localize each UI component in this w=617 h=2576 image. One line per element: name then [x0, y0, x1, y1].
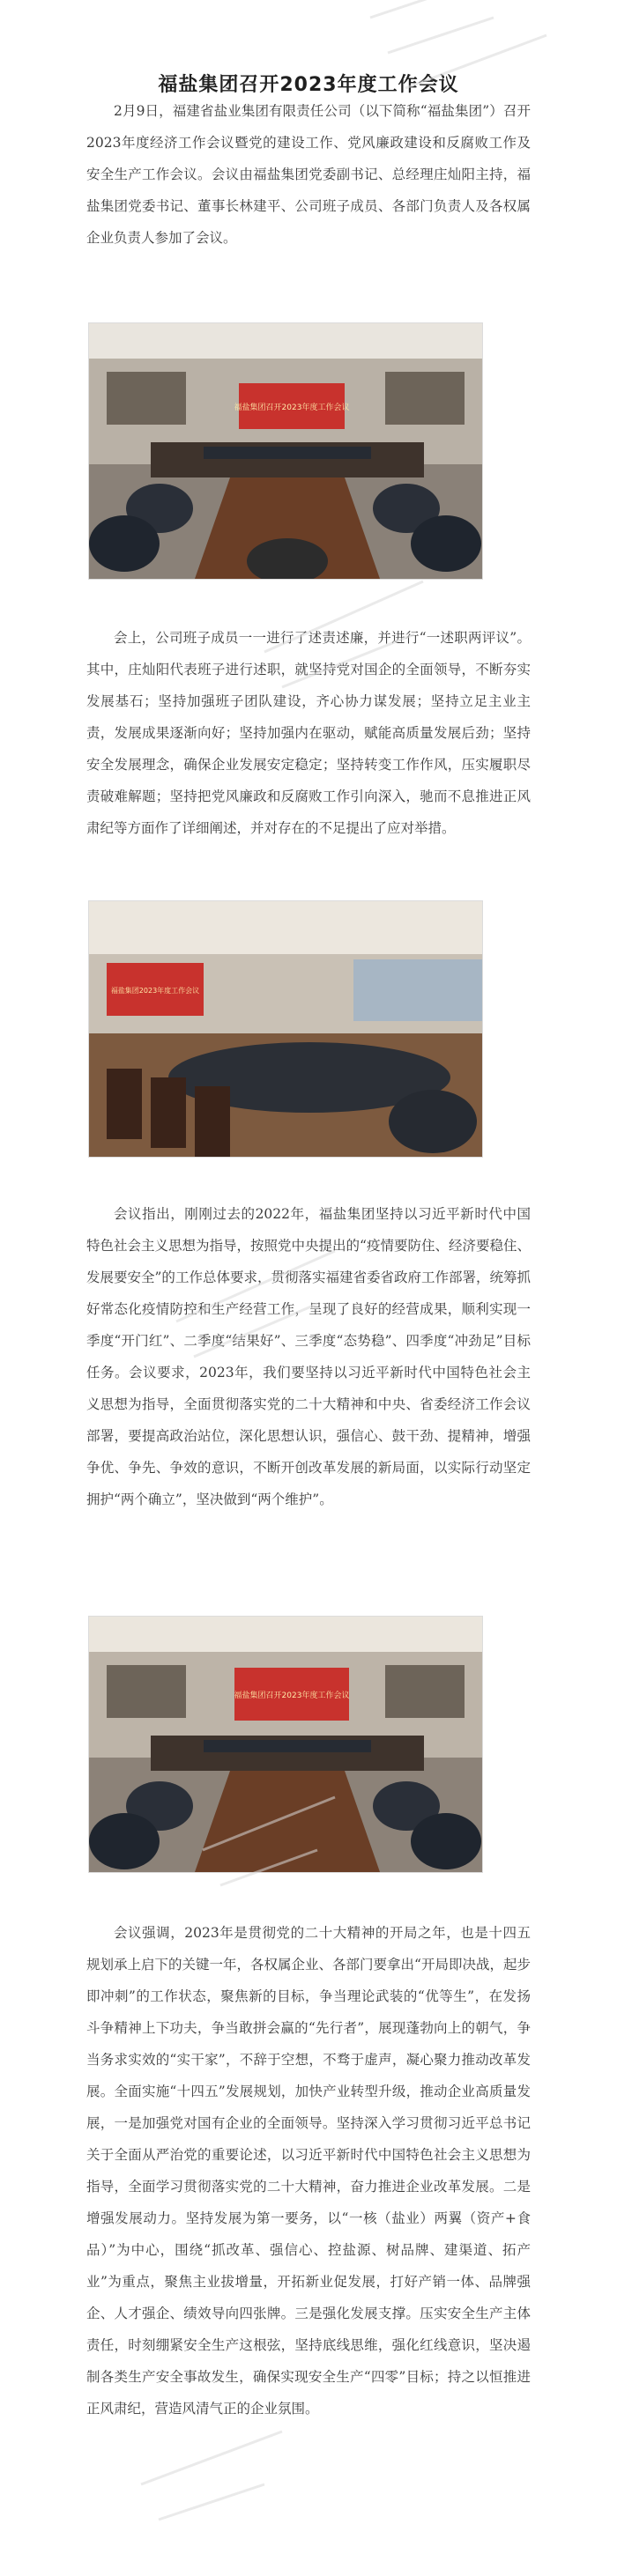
meeting-banner-3: 福盐集团召开2023年度工作会议	[234, 1691, 350, 1700]
article-title: 福盐集团召开2023年度工作会议	[158, 73, 459, 96]
meeting-photo-3	[88, 1616, 483, 1873]
meeting-photo-2	[88, 900, 483, 1158]
paragraph-1: 2月9日，福建省盐业集团有限责任公司（以下简称“福盐集团”）召开2023年度经济工作会议暨党的建设工作、党风廉政建设和反腐败工作及安全生产工作会议。会议由福盐集团党委副书记、总经理庄灿阳主持，福盐集团党委书记、董事长林建平、公司班子成员、各部门负责人及各权属企业负责人参加了会议。	[86, 103, 531, 246]
paragraph-4: 会议强调，2023年是贯彻党的二十大精神的开局之年，也是十四五规划承上启下的关键一年，各权属企业、各部门要拿出“开局即决战，起步即冲刺”的工作状态，聚焦新的目标，争当理论武装的“优等生”，在发扬斗争精神上下功夫，争当敢拼会赢的“先行者”，展现蓬勃向上的朝气，争当务求实效的“实干家”，不辞于空想，不骛于虚声，凝心聚力推动改革发展。全面实施“十四五”发展规划，加快产业转型升级，推动企业高质量发展，一是加强党对国有企业的全面领导。坚持深入学习贯彻习近平总书记关于全面从严治党的重要论述，以习近平新时代中国特色社会主义思想为指导，全面学习贯彻落实党的二十大精神，奋力推进企业改革发展。二是增强发展动力。坚持发展为第一要务，以“一核（盐业）两翼（资产+食品）”为中心，围绕“抓改革、强信心、控盐源、树品牌、建渠道、拓产业”为重点，聚焦主业拔增量，开拓新业促发展，打好产销一体、品牌强企、人才强企、绩效导向四张牌。三是强化发展支撑。压实安全生产主体责任，时刻绷紧安全生产这根弦，坚持底线思维，强化红线意识，坚决遏制各类生产安全事故发生，确保实现安全生产“四零”目标；持之以恒推进正风肃纪，营造风清气正的企业氛围。	[86, 1925, 531, 2417]
meeting-banner-2: 福盐集团2023年度工作会议	[110, 987, 200, 995]
paragraph-2: 会上，公司班子成员一一进行了述责述廉，并进行“一述职两评议”。其中，庄灿阳代表班子进行述职，就坚持党对国企的全面领导，不断夯实发展基石；坚持加强班子团队建设，齐心协力谋发展；坚持立足主业主责，发展成果逐渐向好；坚持加强内在驱动，赋能高质量发展后劲；坚持安全发展理念，确保企业发展安定稳定；坚持转变工作作风，压实履职尽责破难解题；坚持把党风廉政和反腐败工作引向深入，驰而不息推进正风肃纪等方面作了详细阐述，并对存在的不足提出了应对举措。	[86, 630, 531, 836]
meeting-photo-1	[88, 322, 483, 580]
paragraph-3: 会议指出，刚刚过去的2022年，福盐集团坚持以习近平新时代中国特色社会主义思想为指导，按照党中央提出的“疫情要防住、经济要稳住、发展要安全”的工作总体要求，贯彻落实福建省委省政府工作部署，统筹抓好常态化疫情防控和生产经营工作，呈现了良好的经营成果，顺利实现一季度“开门红”、二季度“结果好”、三季度“态势稳”、四季度“冲劲足”目标任务。会议要求，2023年，我们要坚持以习近平新时代中国特色社会主义思想为指导，全面贯彻落实党的二十大精神和中央、省委经济工作会议部署，要提高政治站位，深化思想认识，强信心、鼓干劲、提精神，增强争优、争先、争效的意识，不断开创改革发展的新局面，以实际行动坚定拥护“两个确立”，坚决做到“两个维护”。	[86, 1206, 531, 1507]
meeting-banner-1: 福盐集团召开2023年度工作会议	[234, 403, 350, 412]
